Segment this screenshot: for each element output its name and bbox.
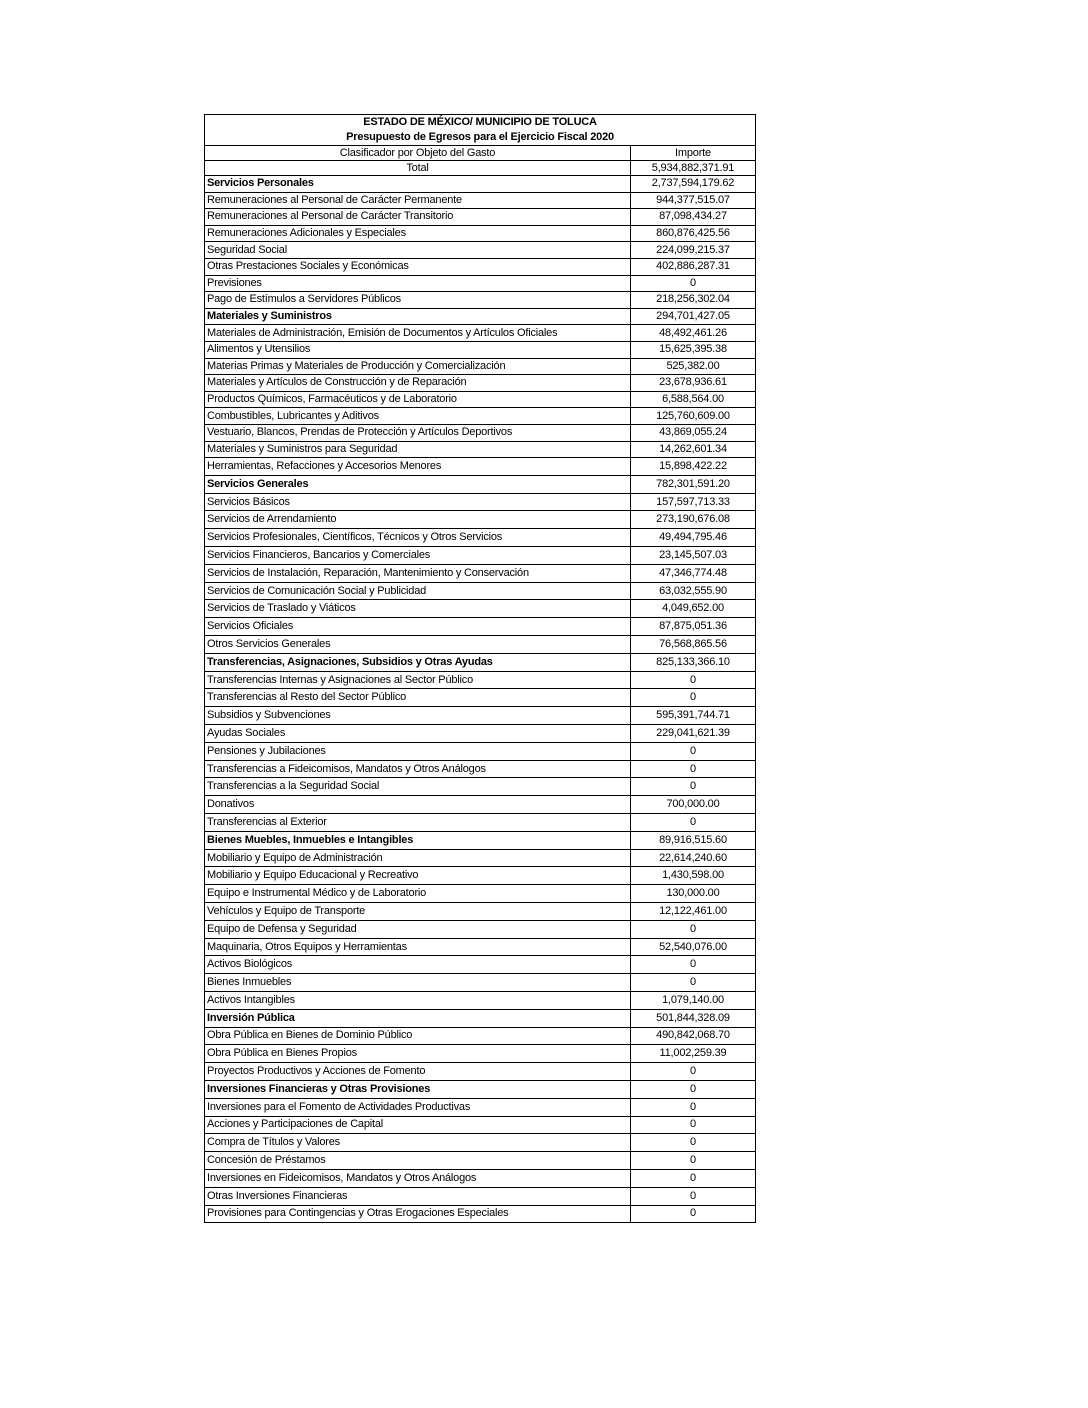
row-amount: 76,568,865.56 [631,636,756,654]
row-amount: 0 [631,778,756,796]
section-amount: 782,301,591.20 [631,475,756,493]
row-amount: 87,098,434.27 [631,209,756,226]
row-amount: 63,032,555.90 [631,582,756,600]
table-row [205,547,756,565]
table-row [205,458,756,476]
subtitle-row [205,129,756,146]
row-label: Acciones y Participaciones de Capital [205,1116,631,1134]
table-row [205,618,756,636]
row-label: Pago de Estímulos a Servidores Públicos [205,292,631,309]
row-label: Obra Pública en Bienes Propios [205,1045,631,1063]
row-label: Servicios Oficiales [205,618,631,636]
row-label: Mobiliario y Equipo Educacional y Recreativo [205,867,631,885]
row-label: Combustibles, Lubricantes y Aditivos [205,408,631,425]
row-amount: 23,145,507.03 [631,547,756,565]
table-row [205,258,756,275]
row-amount: 157,597,713.33 [631,493,756,511]
row-label: Remuneraciones al Personal de Carácter Transitorio [205,209,631,226]
row-amount: 49,494,795.46 [631,529,756,547]
total-row [205,161,756,176]
table-row [205,849,756,867]
row-amount: 1,430,598.00 [631,867,756,885]
row-label: Remuneraciones Adicionales y Especiales [205,225,631,242]
row-label: Activos Intangibles [205,992,631,1010]
document-subtitle: Presupuesto de Egresos para el Ejercicio Fiscal 2020 [205,129,756,146]
row-amount: 0 [631,275,756,292]
row-amount: 700,000.00 [631,796,756,814]
table-row [205,636,756,654]
row-label: Vehículos y Equipo de Transporte [205,903,631,921]
row-label: Materiales y Artículos de Construcción y de Reparación [205,375,631,392]
row-label: Servicios de Arrendamiento [205,511,631,529]
row-label: Servicios Básicos [205,493,631,511]
row-label: Bienes Inmuebles [205,974,631,992]
section-row [205,1009,756,1027]
table-row [205,341,756,358]
table-row [205,511,756,529]
row-label: Transferencias al Exterior [205,814,631,832]
row-label: Otras Inversiones Financieras [205,1187,631,1205]
row-label: Equipo e Instrumental Médico y de Laboratorio [205,885,631,903]
table-row [205,493,756,511]
row-label: Proyectos Productivos y Acciones de Fomento [205,1063,631,1081]
row-label: Seguridad Social [205,242,631,259]
row-amount: 4,049,652.00 [631,600,756,618]
row-amount: 22,614,240.60 [631,849,756,867]
section-row [205,653,756,671]
row-label: Inversiones para el Fomento de Actividades Productivas [205,1098,631,1116]
row-label: Otras Prestaciones Sociales y Económicas [205,258,631,275]
row-amount: 15,898,422.22 [631,458,756,476]
section-amount: 501,844,328.09 [631,1009,756,1027]
table-row [205,192,756,209]
document-title: ESTADO DE MÉXICO/ MUNICIPIO DE TOLUCA [205,115,756,130]
table-row [205,225,756,242]
row-label: Obra Pública en Bienes de Dominio Público [205,1027,631,1045]
row-label: Transferencias al Resto del Sector Público [205,689,631,707]
row-label: Herramientas, Refacciones y Accesorios Menores [205,458,631,476]
row-label: Subsidios y Subvenciones [205,707,631,725]
table-row [205,920,756,938]
title-row [205,115,756,130]
row-label: Provisiones para Contingencias y Otras Erogaciones Especiales [205,1205,631,1223]
section-amount: 294,701,427.05 [631,308,756,325]
row-amount: 12,122,461.00 [631,903,756,921]
row-label: Materias Primas y Materiales de Producción y Comercialización [205,358,631,375]
row-amount: 0 [631,742,756,760]
row-amount: 0 [631,1116,756,1134]
row-label: Remuneraciones al Personal de Carácter Permanente [205,192,631,209]
section-amount: 89,916,515.60 [631,831,756,849]
table-row [205,358,756,375]
table-row [205,1045,756,1063]
table-row [205,885,756,903]
table-row [205,292,756,309]
section-row [205,831,756,849]
row-amount: 0 [631,689,756,707]
row-amount: 43,869,055.24 [631,424,756,441]
row-label: Transferencias a la Seguridad Social [205,778,631,796]
row-amount: 273,190,676.08 [631,511,756,529]
budget-table-body [205,115,756,1223]
table-row [205,903,756,921]
table-row [205,1063,756,1081]
column-header-amount: Importe [631,146,756,161]
row-amount: 130,000.00 [631,885,756,903]
table-row [205,1187,756,1205]
row-label: Transferencias a Fideicomisos, Mandatos y Otros Análogos [205,760,631,778]
row-label: Activos Biológicos [205,956,631,974]
row-label: Ayudas Sociales [205,725,631,743]
table-row [205,796,756,814]
row-amount: 125,760,609.00 [631,408,756,425]
section-label: Servicios Generales [205,475,631,493]
row-amount: 15,625,395.38 [631,341,756,358]
table-row [205,707,756,725]
header-row [205,146,756,161]
row-amount: 402,886,287.31 [631,258,756,275]
row-amount: 23,678,936.61 [631,375,756,392]
table-row [205,1205,756,1223]
section-label: Transferencias, Asignaciones, Subsidios y Otras Ayudas [205,653,631,671]
row-amount: 48,492,461.26 [631,325,756,342]
row-amount: 0 [631,956,756,974]
table-row [205,1098,756,1116]
section-amount: 825,133,366.10 [631,653,756,671]
row-label: Donativos [205,796,631,814]
section-row [205,475,756,493]
table-row [205,974,756,992]
row-amount: 0 [631,974,756,992]
table-row [205,564,756,582]
row-amount: 0 [631,1187,756,1205]
table-row [205,1169,756,1187]
section-row [205,1080,756,1098]
row-label: Servicios de Traslado y Viáticos [205,600,631,618]
row-amount: 0 [631,1205,756,1223]
row-amount: 0 [631,1152,756,1170]
table-row [205,582,756,600]
table-row [205,814,756,832]
row-label: Equipo de Defensa y Seguridad [205,920,631,938]
row-label: Servicios Financieros, Bancarios y Comerciales [205,547,631,565]
total-amount: 5,934,882,371.91 [631,161,756,176]
row-amount: 860,876,425.56 [631,225,756,242]
section-label: Inversión Pública [205,1009,631,1027]
row-label: Productos Químicos, Farmacéuticos y de Laboratorio [205,391,631,408]
table-row [205,992,756,1010]
section-label: Materiales y Suministros [205,308,631,325]
row-label: Otros Servicios Generales [205,636,631,654]
section-amount: 0 [631,1080,756,1098]
row-amount: 490,842,068.70 [631,1027,756,1045]
row-amount: 6,588,564.00 [631,391,756,408]
section-label: Bienes Muebles, Inmuebles e Intangibles [205,831,631,849]
table-row [205,725,756,743]
table-row [205,1134,756,1152]
section-amount: 2,737,594,179.62 [631,176,756,193]
row-label: Transferencias Internas y Asignaciones al Sector Público [205,671,631,689]
table-row [205,529,756,547]
row-label: Materiales de Administración, Emisión de Documentos y Artículos Oficiales [205,325,631,342]
table-row [205,424,756,441]
row-amount: 0 [631,671,756,689]
row-amount: 87,875,051.36 [631,618,756,636]
row-label: Servicios de Instalación, Reparación, Mantenimiento y Conservación [205,564,631,582]
row-label: Vestuario, Blancos, Prendas de Protección y Artículos Deportivos [205,424,631,441]
row-amount: 47,346,774.48 [631,564,756,582]
row-label: Materiales y Suministros para Seguridad [205,441,631,458]
row-label: Alimentos y Utensilios [205,341,631,358]
column-header-label: Clasificador por Objeto del Gasto [205,146,631,161]
table-row [205,441,756,458]
row-amount: 52,540,076.00 [631,938,756,956]
table-row [205,1027,756,1045]
total-label: Total [205,161,631,176]
table-row [205,867,756,885]
table-row [205,742,756,760]
table-row [205,375,756,392]
table-row [205,671,756,689]
table-row [205,938,756,956]
table-row [205,275,756,292]
table-row [205,600,756,618]
row-label: Compra de Títulos y Valores [205,1134,631,1152]
table-row [205,1152,756,1170]
row-label: Mobiliario y Equipo de Administración [205,849,631,867]
section-row [205,176,756,193]
row-label: Concesión de Préstamos [205,1152,631,1170]
row-amount: 11,002,259.39 [631,1045,756,1063]
row-label: Inversiones en Fideicomisos, Mandatos y Otros Análogos [205,1169,631,1187]
table-row [205,956,756,974]
row-label: Maquinaria, Otros Equipos y Herramientas [205,938,631,956]
row-amount: 224,099,215.37 [631,242,756,259]
row-amount: 229,041,621.39 [631,725,756,743]
table-row [205,391,756,408]
table-row [205,209,756,226]
table-row [205,689,756,707]
row-label: Pensiones y Jubilaciones [205,742,631,760]
table-row [205,325,756,342]
section-label: Inversiones Financieras y Otras Provisiones [205,1080,631,1098]
row-amount: 0 [631,1098,756,1116]
row-amount: 0 [631,1134,756,1152]
table-row [205,778,756,796]
row-amount: 1,079,140.00 [631,992,756,1010]
table-row [205,760,756,778]
row-amount: 0 [631,920,756,938]
row-label: Previsiones [205,275,631,292]
table-row [205,1116,756,1134]
row-amount: 0 [631,760,756,778]
row-label: Servicios de Comunicación Social y Publicidad [205,582,631,600]
row-amount: 0 [631,1063,756,1081]
row-label: Servicios Profesionales, Científicos, Técnicos y Otros Servicios [205,529,631,547]
section-row [205,308,756,325]
row-amount: 0 [631,814,756,832]
budget-table [204,114,756,1223]
row-amount: 944,377,515.07 [631,192,756,209]
row-amount: 218,256,302.04 [631,292,756,309]
row-amount: 525,382.00 [631,358,756,375]
row-amount: 595,391,744.71 [631,707,756,725]
row-amount: 14,262,601.34 [631,441,756,458]
section-label: Servicios Personales [205,176,631,193]
table-row [205,408,756,425]
row-amount: 0 [631,1169,756,1187]
table-row [205,242,756,259]
